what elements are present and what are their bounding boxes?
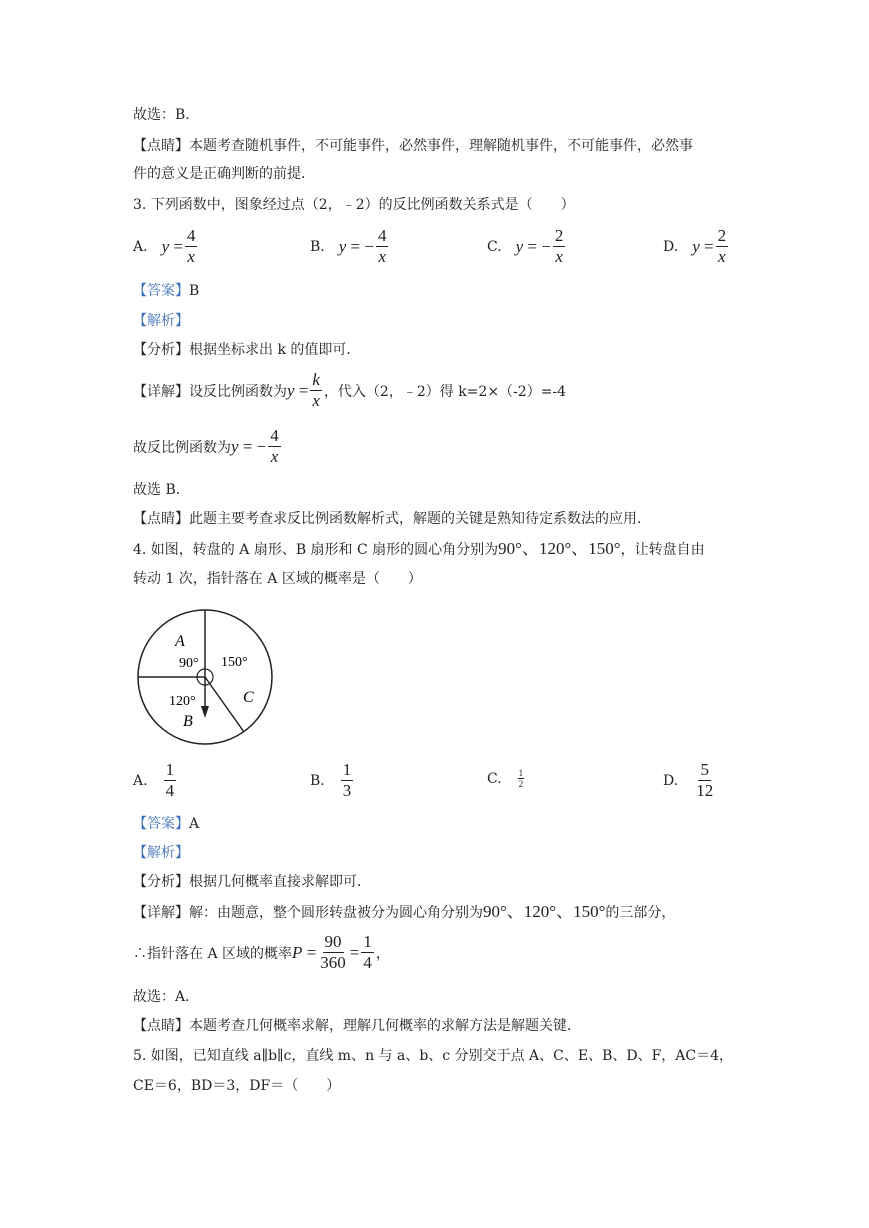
math-eq: = — [173, 236, 183, 256]
fraction — [518, 768, 525, 789]
math-y: y — [515, 236, 524, 256]
denominator: x — [378, 247, 386, 266]
conclusion-text: 故反比例函数为 — [133, 439, 231, 456]
fraction — [716, 226, 729, 267]
q4-option-a — [133, 760, 178, 801]
detail-text: 【详解】解：由题意，整个圆形转盘被分为圆心角分别为 — [133, 905, 483, 921]
math-y: y — [692, 236, 700, 256]
denominator: 4 — [363, 953, 372, 972]
q3-option-d — [663, 226, 730, 267]
numerator: 1 — [518, 768, 524, 778]
math-sign: − — [256, 436, 267, 456]
denominator: x — [312, 391, 320, 410]
numerator: k — [312, 370, 320, 389]
analysis-tag: 【解析】 — [133, 313, 189, 329]
question-4 — [133, 540, 705, 559]
denominator: 4 — [165, 781, 175, 800]
analysis-tag: 【解析】 — [133, 845, 189, 861]
math-eq: = — [527, 236, 538, 256]
numerator: 5 — [700, 760, 709, 779]
option-label: A. — [133, 238, 148, 255]
math-eq: = — [306, 942, 317, 962]
fenxi-line: 【分析】根据几何概率直接求解即可． — [133, 874, 371, 890]
question-text: 4. 如图，转盘的 A 扇形、B 扇形和 C 扇形的圆心角分别为 — [133, 542, 499, 558]
question-text: ，让转盘自由 — [620, 542, 705, 558]
numerator: 2 — [554, 226, 564, 245]
answer-tag: 【答案】 — [133, 283, 189, 299]
text-line: 故选：A． — [133, 989, 200, 1005]
text-line: 故选：B． — [133, 107, 200, 123]
angle-c: 150° — [221, 655, 248, 670]
angles-text: 90°、120°、150° — [483, 902, 606, 921]
pointer-arrow-icon — [201, 706, 209, 718]
numerator: 1 — [342, 760, 352, 779]
answer-line — [133, 282, 199, 300]
fraction — [361, 932, 374, 973]
denominator: x — [187, 247, 195, 266]
option-label: B. — [310, 238, 325, 255]
angle-a: 90° — [179, 656, 199, 671]
numerator: 4 — [377, 226, 387, 245]
denominator: x — [270, 447, 279, 466]
math-eq: = — [242, 436, 253, 456]
text-line: 【点睛】本题考查几何概率求解，理解几何概率的求解方法是解题关键． — [133, 1018, 581, 1034]
math-sign: − — [364, 236, 374, 256]
denominator: 3 — [342, 781, 352, 800]
q4-option-b — [310, 760, 355, 801]
answer-value: B — [189, 283, 200, 299]
text-line: CE＝6，BD＝3，DF＝（ ） — [133, 1078, 341, 1094]
label-c: C — [243, 689, 254, 706]
numerator: 1 — [363, 932, 372, 951]
text-line: 件的意义是正确判断的前提． — [133, 166, 315, 182]
denominator: x — [718, 247, 726, 266]
fraction — [694, 760, 715, 801]
denominator: 12 — [696, 781, 714, 800]
math-eq: = — [703, 236, 714, 256]
text-line: 转动 1 次，指针落在 A 区域的概率是（ ） — [133, 571, 422, 587]
q3-option-b — [310, 226, 390, 267]
fraction — [185, 226, 198, 267]
math-y: y — [231, 436, 239, 456]
text-line: 【点睛】此题主要考查求反比例函数解析式，解题的关键是熟知待定系数法的应用． — [133, 511, 651, 527]
option-label: B. — [310, 772, 325, 789]
spinner-divider — [205, 677, 244, 732]
fenxi-line: 【分析】根据坐标求出 k 的值即可． — [133, 342, 361, 358]
answer-value: A — [189, 816, 200, 832]
math-eq: = — [350, 236, 361, 256]
angles-text: 90°、120°、150° — [498, 539, 621, 558]
option-label: C. — [487, 238, 502, 255]
detail-line — [133, 370, 566, 411]
question-5: 5. 如图，已知直线 a∥b∥c，直线 m、n 与 a、b、c 分别交于点 A、C、E、B、D、F，AC＝4， — [133, 1048, 734, 1064]
text-line: 【点睛】本题考查随机事件，不可能事件，必然事件，理解随机事件，不可能事件，必然事 — [133, 138, 693, 154]
therefore-text: ∴指针落在 A 区域的概率 — [133, 945, 293, 962]
option-label: A. — [133, 772, 148, 789]
label-a: A — [175, 633, 185, 650]
math-y: y — [287, 380, 295, 400]
fraction — [164, 760, 177, 801]
q4-option-c — [487, 768, 526, 789]
detail-text: 【详解】设反比例函数为 — [133, 383, 287, 400]
math-y: y — [161, 236, 170, 256]
numerator: 4 — [270, 426, 279, 445]
fraction — [376, 226, 389, 267]
option-label: D. — [663, 772, 679, 789]
numerator: 4 — [186, 226, 196, 245]
detail-text: ，代入（2，﹣2）得 k=2×（-2）=-4 — [323, 383, 567, 400]
answer-tag: 【答案】 — [133, 816, 189, 832]
fraction — [268, 426, 281, 467]
numerator: 1 — [165, 760, 175, 779]
numerator: 2 — [717, 226, 727, 245]
detail-text: 的三部分， — [605, 905, 676, 921]
math-y: y — [338, 236, 347, 256]
denominator: x — [555, 247, 563, 266]
conclusion-line — [133, 426, 283, 467]
detail-line — [133, 903, 675, 922]
option-label: D. — [663, 238, 679, 255]
math-sign: − — [541, 236, 551, 256]
fraction — [341, 760, 354, 801]
q4-option-d — [663, 760, 717, 801]
fraction — [318, 932, 348, 973]
label-b: B — [183, 713, 193, 730]
fraction — [310, 370, 322, 411]
spinner-figure — [133, 608, 278, 748]
math-eq: = — [298, 380, 309, 400]
text-line: 故选 B． — [133, 482, 190, 498]
option-label: C. — [487, 770, 502, 787]
q3-option-c — [487, 226, 567, 267]
math-p: P — [292, 942, 303, 962]
probability-line: ∴指针落在 A 区域的概率 P = $\frac{90}{360}$ = $\frac{1}{4}$ ， — [133, 932, 390, 972]
q3-option-a — [133, 226, 199, 267]
fraction — [553, 226, 566, 267]
denominator: 2 — [518, 779, 524, 789]
math-eq: = — [349, 942, 360, 962]
question-3: 3. 下列函数中，图象经过点（2，﹣2）的反比例函数关系式是（ ） — [133, 197, 575, 213]
answer-line — [133, 815, 199, 833]
denominator: 360 — [320, 953, 346, 972]
numerator: 90 — [324, 932, 342, 951]
angle-b: 120° — [169, 694, 196, 709]
